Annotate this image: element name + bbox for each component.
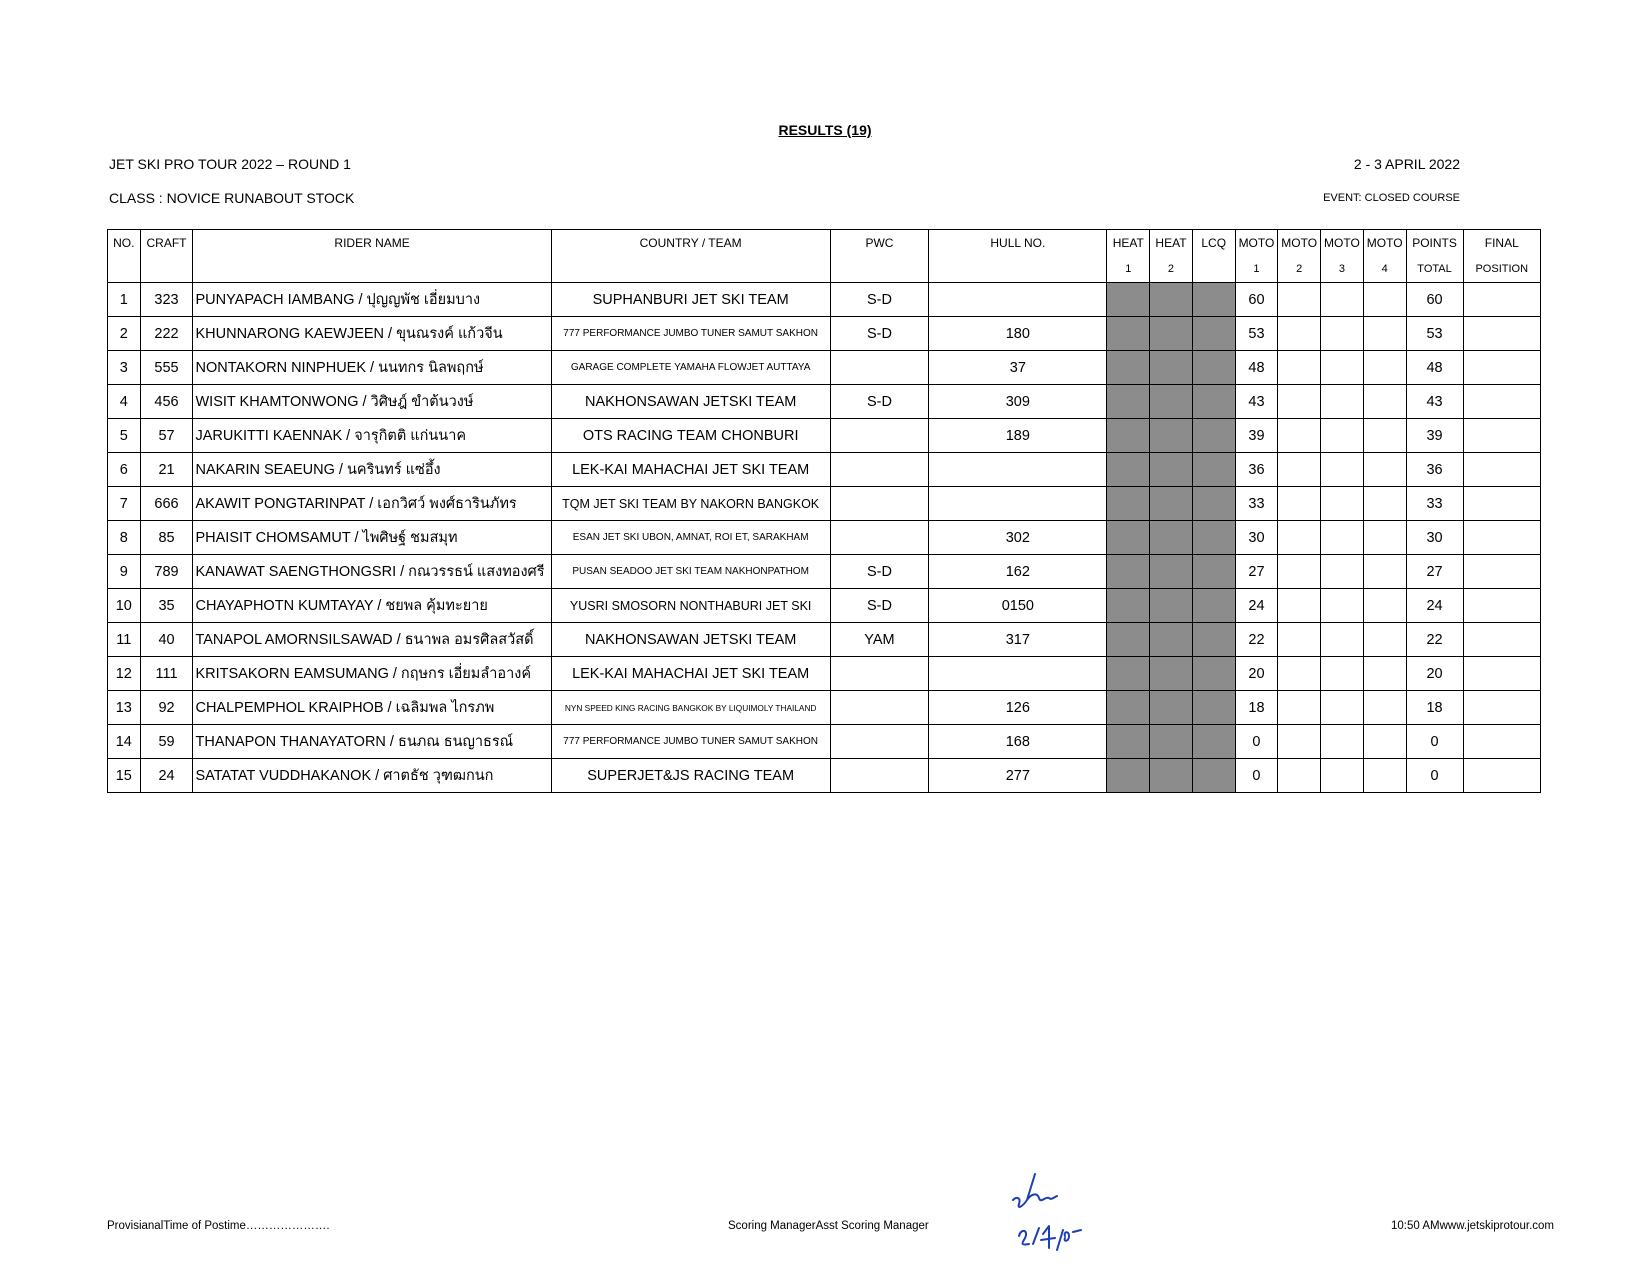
cell-final-position — [1463, 283, 1540, 317]
cell-moto3 — [1321, 419, 1364, 453]
cell-craft: 666 — [140, 487, 193, 521]
results-table — [107, 229, 1541, 793]
cell-moto1: 60 — [1235, 283, 1278, 317]
cell-pwc — [830, 521, 929, 555]
col-header-moto1: MOTO — [1235, 230, 1278, 257]
cell-rider-name: PHAISIT CHOMSAMUT / ไพศิษฐ์ ชมสมุท — [193, 521, 551, 555]
cell-hull-no — [929, 657, 1107, 691]
cell-moto3 — [1321, 623, 1364, 657]
col-subheader-moto3: 3 — [1321, 256, 1364, 283]
col-header-no: NO. — [108, 230, 141, 283]
cell-team: PUSAN SEADOO JET SKI TEAM NAKHONPATHOM — [551, 555, 830, 589]
cell-pwc — [830, 691, 929, 725]
cell-final-position — [1463, 419, 1540, 453]
col-header-rider: RIDER NAME — [193, 230, 551, 283]
cell-team: NAKHONSAWAN JETSKI TEAM — [551, 623, 830, 657]
cell-lcq — [1192, 521, 1235, 555]
cell-heat1 — [1107, 317, 1150, 351]
cell-pwc: YAM — [830, 623, 929, 657]
cell-no: 10 — [108, 589, 141, 623]
cell-hull-no: 302 — [929, 521, 1107, 555]
cell-no: 13 — [108, 691, 141, 725]
cell-team: SUPHANBURI JET SKI TEAM — [551, 283, 830, 317]
col-header-team: COUNTRY / TEAM — [551, 230, 830, 283]
cell-team: NAKHONSAWAN JETSKI TEAM — [551, 385, 830, 419]
col-subheader-final: POSITION — [1463, 256, 1540, 283]
cell-pwc — [830, 487, 929, 521]
cell-craft: 59 — [140, 725, 193, 759]
col-subheader-heat2: 2 — [1150, 256, 1193, 283]
table-row — [108, 555, 1541, 589]
cell-points-total: 60 — [1406, 283, 1463, 317]
cell-moto4 — [1363, 657, 1406, 691]
cell-moto4 — [1363, 759, 1406, 793]
cell-team: TQM JET SKI TEAM BY NAKORN BANGKOK — [551, 487, 830, 521]
table-row — [108, 487, 1541, 521]
cell-moto3 — [1321, 453, 1364, 487]
cell-heat2 — [1150, 657, 1193, 691]
cell-no: 12 — [108, 657, 141, 691]
cell-rider-name: NAKARIN SEAEUNG / นครินทร์ แซ่อึ้ง — [193, 453, 551, 487]
cell-lcq — [1192, 725, 1235, 759]
cell-hull-no: 189 — [929, 419, 1107, 453]
cell-heat1 — [1107, 589, 1150, 623]
col-header-points: POINTS — [1406, 230, 1463, 257]
cell-craft: 40 — [140, 623, 193, 657]
cell-moto3 — [1321, 521, 1364, 555]
col-header-pwc: PWC — [830, 230, 929, 283]
cell-team: NYN SPEED KING RACING BANGKOK BY LIQUIMOLY THAILAND — [551, 691, 830, 725]
cell-lcq — [1192, 657, 1235, 691]
cell-rider-name: KHUNNARONG KAEWJEEN / ขุนณรงค์ แก้วจีน — [193, 317, 551, 351]
cell-team: 777 PERFORMANCE JUMBO TUNER SAMUT SAKHON — [551, 725, 830, 759]
cell-points-total: 48 — [1406, 351, 1463, 385]
cell-moto3 — [1321, 691, 1364, 725]
cell-heat2 — [1150, 419, 1193, 453]
cell-team: SUPERJET&JS RACING TEAM — [551, 759, 830, 793]
cell-team: 777 PERFORMANCE JUMBO TUNER SAMUT SAKHON — [551, 317, 830, 351]
cell-points-total: 0 — [1406, 725, 1463, 759]
cell-heat1 — [1107, 725, 1150, 759]
cell-moto3 — [1321, 317, 1364, 351]
cell-team: LEK-KAI MAHACHAI JET SKI TEAM — [551, 657, 830, 691]
cell-hull-no — [929, 283, 1107, 317]
cell-moto2 — [1278, 691, 1321, 725]
cell-moto3 — [1321, 759, 1364, 793]
cell-moto3 — [1321, 351, 1364, 385]
cell-moto4 — [1363, 385, 1406, 419]
cell-points-total: 27 — [1406, 555, 1463, 589]
table-row — [108, 759, 1541, 793]
cell-moto1: 43 — [1235, 385, 1278, 419]
cell-points-total: 53 — [1406, 317, 1463, 351]
cell-heat1 — [1107, 385, 1150, 419]
cell-final-position — [1463, 725, 1540, 759]
cell-moto2 — [1278, 623, 1321, 657]
cell-moto3 — [1321, 725, 1364, 759]
cell-pwc — [830, 351, 929, 385]
cell-points-total: 30 — [1406, 521, 1463, 555]
cell-heat2 — [1150, 691, 1193, 725]
cell-moto4 — [1363, 351, 1406, 385]
footer-time-website: 10:50 AMwww.jetskiprotour.com — [1391, 1220, 1554, 1232]
cell-pwc — [830, 725, 929, 759]
cell-heat1 — [1107, 623, 1150, 657]
cell-lcq — [1192, 351, 1235, 385]
cell-final-position — [1463, 487, 1540, 521]
col-header-moto3: MOTO — [1321, 230, 1364, 257]
cell-rider-name: KANAWAT SAENGTHONGSRI / กณวรรธน์ แสงทองศรี — [193, 555, 551, 589]
cell-moto2 — [1278, 759, 1321, 793]
cell-heat1 — [1107, 283, 1150, 317]
cell-no: 8 — [108, 521, 141, 555]
cell-rider-name: WISIT KHAMTONWONG / วิศิษฎ์ ขำต้นวงษ์ — [193, 385, 551, 419]
cell-moto2 — [1278, 725, 1321, 759]
cell-moto1: 48 — [1235, 351, 1278, 385]
cell-lcq — [1192, 589, 1235, 623]
cell-hull-no: 162 — [929, 555, 1107, 589]
cell-lcq — [1192, 453, 1235, 487]
cell-heat2 — [1150, 385, 1193, 419]
cell-moto2 — [1278, 521, 1321, 555]
cell-moto4 — [1363, 589, 1406, 623]
cell-points-total: 22 — [1406, 623, 1463, 657]
cell-moto4 — [1363, 317, 1406, 351]
cell-final-position — [1463, 521, 1540, 555]
cell-craft: 456 — [140, 385, 193, 419]
table-row — [108, 283, 1541, 317]
cell-rider-name: CHAYAPHOTN KUMTAYAY / ชยพล คุ้มทะยาย — [193, 589, 551, 623]
cell-moto4 — [1363, 521, 1406, 555]
cell-moto1: 0 — [1235, 725, 1278, 759]
cell-moto1: 53 — [1235, 317, 1278, 351]
cell-points-total: 33 — [1406, 487, 1463, 521]
cell-team: LEK-KAI MAHACHAI JET SKI TEAM — [551, 453, 830, 487]
cell-moto3 — [1321, 657, 1364, 691]
cell-no: 11 — [108, 623, 141, 657]
signature-image — [1005, 1170, 1085, 1260]
cell-hull-no: 37 — [929, 351, 1107, 385]
cell-moto2 — [1278, 317, 1321, 351]
cell-no: 14 — [108, 725, 141, 759]
cell-moto4 — [1363, 453, 1406, 487]
cell-final-position — [1463, 317, 1540, 351]
cell-moto2 — [1278, 657, 1321, 691]
cell-rider-name: AKAWIT PONGTARINPAT / เอกวิศว์ พงศ์ธารินภัทร — [193, 487, 551, 521]
cell-heat2 — [1150, 725, 1193, 759]
cell-moto4 — [1363, 623, 1406, 657]
cell-lcq — [1192, 385, 1235, 419]
cell-heat1 — [1107, 657, 1150, 691]
cell-heat1 — [1107, 521, 1150, 555]
cell-craft: 24 — [140, 759, 193, 793]
cell-craft: 57 — [140, 419, 193, 453]
cell-hull-no: 180 — [929, 317, 1107, 351]
cell-heat1 — [1107, 419, 1150, 453]
cell-heat1 — [1107, 691, 1150, 725]
cell-points-total: 36 — [1406, 453, 1463, 487]
table-row — [108, 419, 1541, 453]
cell-pwc — [830, 419, 929, 453]
cell-moto2 — [1278, 487, 1321, 521]
cell-heat2 — [1150, 521, 1193, 555]
cell-moto2 — [1278, 419, 1321, 453]
event-type: EVENT: CLOSED COURSE — [1323, 192, 1460, 204]
col-header-heat2: HEAT — [1150, 230, 1193, 257]
cell-pwc: S-D — [830, 589, 929, 623]
cell-craft: 85 — [140, 521, 193, 555]
cell-hull-no — [929, 487, 1107, 521]
footer-provisional: ProvisianalTime of Postime…………………. — [107, 1220, 330, 1232]
table-row — [108, 453, 1541, 487]
cell-moto4 — [1363, 725, 1406, 759]
table-row — [108, 623, 1541, 657]
cell-heat2 — [1150, 555, 1193, 589]
cell-moto2 — [1278, 351, 1321, 385]
cell-final-position — [1463, 555, 1540, 589]
cell-lcq — [1192, 283, 1235, 317]
cell-moto1: 27 — [1235, 555, 1278, 589]
cell-moto4 — [1363, 419, 1406, 453]
cell-moto1: 39 — [1235, 419, 1278, 453]
table-row — [108, 657, 1541, 691]
cell-moto4 — [1363, 283, 1406, 317]
cell-no: 9 — [108, 555, 141, 589]
cell-final-position — [1463, 351, 1540, 385]
cell-craft: 222 — [140, 317, 193, 351]
cell-pwc: S-D — [830, 317, 929, 351]
event-name: JET SKI PRO TOUR 2022 – ROUND 1 — [109, 156, 351, 172]
cell-final-position — [1463, 691, 1540, 725]
cell-rider-name: CHALPEMPHOL KRAIPHOB / เฉลิมพล ไกรภพ — [193, 691, 551, 725]
table-row — [108, 385, 1541, 419]
cell-heat2 — [1150, 589, 1193, 623]
cell-lcq — [1192, 487, 1235, 521]
cell-heat1 — [1107, 759, 1150, 793]
cell-no: 3 — [108, 351, 141, 385]
cell-rider-name: PUNYAPACH IAMBANG / ปุญญพัช เอี่ยมบาง — [193, 283, 551, 317]
cell-hull-no: 126 — [929, 691, 1107, 725]
cell-final-position — [1463, 623, 1540, 657]
cell-heat2 — [1150, 283, 1193, 317]
cell-moto1: 24 — [1235, 589, 1278, 623]
col-header-moto4: MOTO — [1363, 230, 1406, 257]
table-row — [108, 317, 1541, 351]
cell-points-total: 24 — [1406, 589, 1463, 623]
cell-craft: 92 — [140, 691, 193, 725]
table-row — [108, 725, 1541, 759]
cell-moto1: 0 — [1235, 759, 1278, 793]
col-header-moto2: MOTO — [1278, 230, 1321, 257]
cell-pwc — [830, 657, 929, 691]
cell-team: ESAN JET SKI UBON, AMNAT, ROI ET, SARAKHAM — [551, 521, 830, 555]
cell-final-position — [1463, 385, 1540, 419]
cell-craft: 789 — [140, 555, 193, 589]
cell-heat2 — [1150, 453, 1193, 487]
cell-moto2 — [1278, 453, 1321, 487]
cell-moto3 — [1321, 283, 1364, 317]
cell-lcq — [1192, 419, 1235, 453]
cell-moto2 — [1278, 385, 1321, 419]
cell-moto1: 18 — [1235, 691, 1278, 725]
cell-hull-no — [929, 453, 1107, 487]
cell-moto3 — [1321, 589, 1364, 623]
cell-pwc: S-D — [830, 283, 929, 317]
cell-final-position — [1463, 759, 1540, 793]
cell-moto3 — [1321, 487, 1364, 521]
cell-team: OTS RACING TEAM CHONBURI — [551, 419, 830, 453]
cell-heat1 — [1107, 487, 1150, 521]
cell-team: GARAGE COMPLETE YAMAHA FLOWJET AUTTAYA — [551, 351, 830, 385]
cell-heat2 — [1150, 351, 1193, 385]
cell-moto1: 30 — [1235, 521, 1278, 555]
cell-hull-no: 277 — [929, 759, 1107, 793]
cell-lcq — [1192, 555, 1235, 589]
cell-craft: 323 — [140, 283, 193, 317]
cell-lcq — [1192, 317, 1235, 351]
cell-no: 5 — [108, 419, 141, 453]
col-header-heat1: HEAT — [1107, 230, 1150, 257]
table-row — [108, 691, 1541, 725]
header-row-1 — [108, 230, 1541, 257]
cell-heat1 — [1107, 453, 1150, 487]
class-name: CLASS : NOVICE RUNABOUT STOCK — [109, 190, 355, 206]
cell-team: YUSRI SMOSORN NONTHABURI JET SKI — [551, 589, 830, 623]
cell-points-total: 43 — [1406, 385, 1463, 419]
cell-no: 2 — [108, 317, 141, 351]
table-row — [108, 521, 1541, 555]
col-subheader-heat1: 1 — [1107, 256, 1150, 283]
cell-moto4 — [1363, 691, 1406, 725]
cell-rider-name: JARUKITTI KAENNAK / จารุกิตติ แก่นนาค — [193, 419, 551, 453]
col-header-craft: CRAFT — [140, 230, 193, 283]
cell-moto4 — [1363, 487, 1406, 521]
cell-craft: 111 — [140, 657, 193, 691]
cell-heat2 — [1150, 623, 1193, 657]
cell-heat2 — [1150, 487, 1193, 521]
cell-lcq — [1192, 759, 1235, 793]
col-header-final: FINAL — [1463, 230, 1540, 257]
cell-moto4 — [1363, 555, 1406, 589]
cell-final-position — [1463, 453, 1540, 487]
footer-scoring-manager: Scoring ManagerAsst Scoring Manager — [728, 1220, 929, 1232]
cell-no: 4 — [108, 385, 141, 419]
cell-craft: 555 — [140, 351, 193, 385]
cell-final-position — [1463, 657, 1540, 691]
col-subheader-points: TOTAL — [1406, 256, 1463, 283]
cell-lcq — [1192, 691, 1235, 725]
cell-moto1: 36 — [1235, 453, 1278, 487]
cell-moto3 — [1321, 385, 1364, 419]
page-title: RESULTS (19) — [778, 122, 872, 138]
cell-craft: 35 — [140, 589, 193, 623]
cell-pwc: S-D — [830, 385, 929, 419]
cell-moto1: 22 — [1235, 623, 1278, 657]
cell-rider-name: SATATAT VUDDHAKANOK / ศาตธัช วุฑฒกนก — [193, 759, 551, 793]
cell-moto2 — [1278, 283, 1321, 317]
cell-heat1 — [1107, 555, 1150, 589]
cell-heat2 — [1150, 317, 1193, 351]
cell-craft: 21 — [140, 453, 193, 487]
cell-points-total: 20 — [1406, 657, 1463, 691]
cell-moto2 — [1278, 555, 1321, 589]
cell-hull-no: 309 — [929, 385, 1107, 419]
col-subheader-moto1: 1 — [1235, 256, 1278, 283]
cell-no: 7 — [108, 487, 141, 521]
cell-heat2 — [1150, 759, 1193, 793]
cell-rider-name: TANAPOL AMORNSILSAWAD / ธนาพล อมรศิลสวัสดิ์ — [193, 623, 551, 657]
cell-rider-name: KRITSAKORN EAMSUMANG / กฤษกร เอี่ยมลำอางค์ — [193, 657, 551, 691]
cell-hull-no: 0150 — [929, 589, 1107, 623]
cell-moto1: 33 — [1235, 487, 1278, 521]
cell-moto2 — [1278, 589, 1321, 623]
cell-rider-name: NONTAKORN NINPHUEK / นนทกร นิลพฤกษ์ — [193, 351, 551, 385]
col-subheader-moto4: 4 — [1363, 256, 1406, 283]
cell-no: 6 — [108, 453, 141, 487]
col-header-hull: HULL NO. — [929, 230, 1107, 283]
cell-points-total: 18 — [1406, 691, 1463, 725]
table-row — [108, 351, 1541, 385]
cell-heat1 — [1107, 351, 1150, 385]
col-subheader-moto2: 2 — [1278, 256, 1321, 283]
cell-rider-name: THANAPON THANAYATORN / ธนภณ ธนญาธรณ์ — [193, 725, 551, 759]
cell-no: 1 — [108, 283, 141, 317]
col-header-lcq: LCQ — [1192, 230, 1235, 283]
cell-lcq — [1192, 623, 1235, 657]
cell-points-total: 0 — [1406, 759, 1463, 793]
cell-points-total: 39 — [1406, 419, 1463, 453]
cell-pwc — [830, 759, 929, 793]
table-row — [108, 589, 1541, 623]
event-dates: 2 - 3 APRIL 2022 — [1353, 156, 1460, 172]
cell-no: 15 — [108, 759, 141, 793]
cell-pwc: S-D — [830, 555, 929, 589]
cell-moto1: 20 — [1235, 657, 1278, 691]
cell-hull-no: 317 — [929, 623, 1107, 657]
cell-final-position — [1463, 589, 1540, 623]
cell-moto3 — [1321, 555, 1364, 589]
cell-pwc — [830, 453, 929, 487]
cell-hull-no: 168 — [929, 725, 1107, 759]
